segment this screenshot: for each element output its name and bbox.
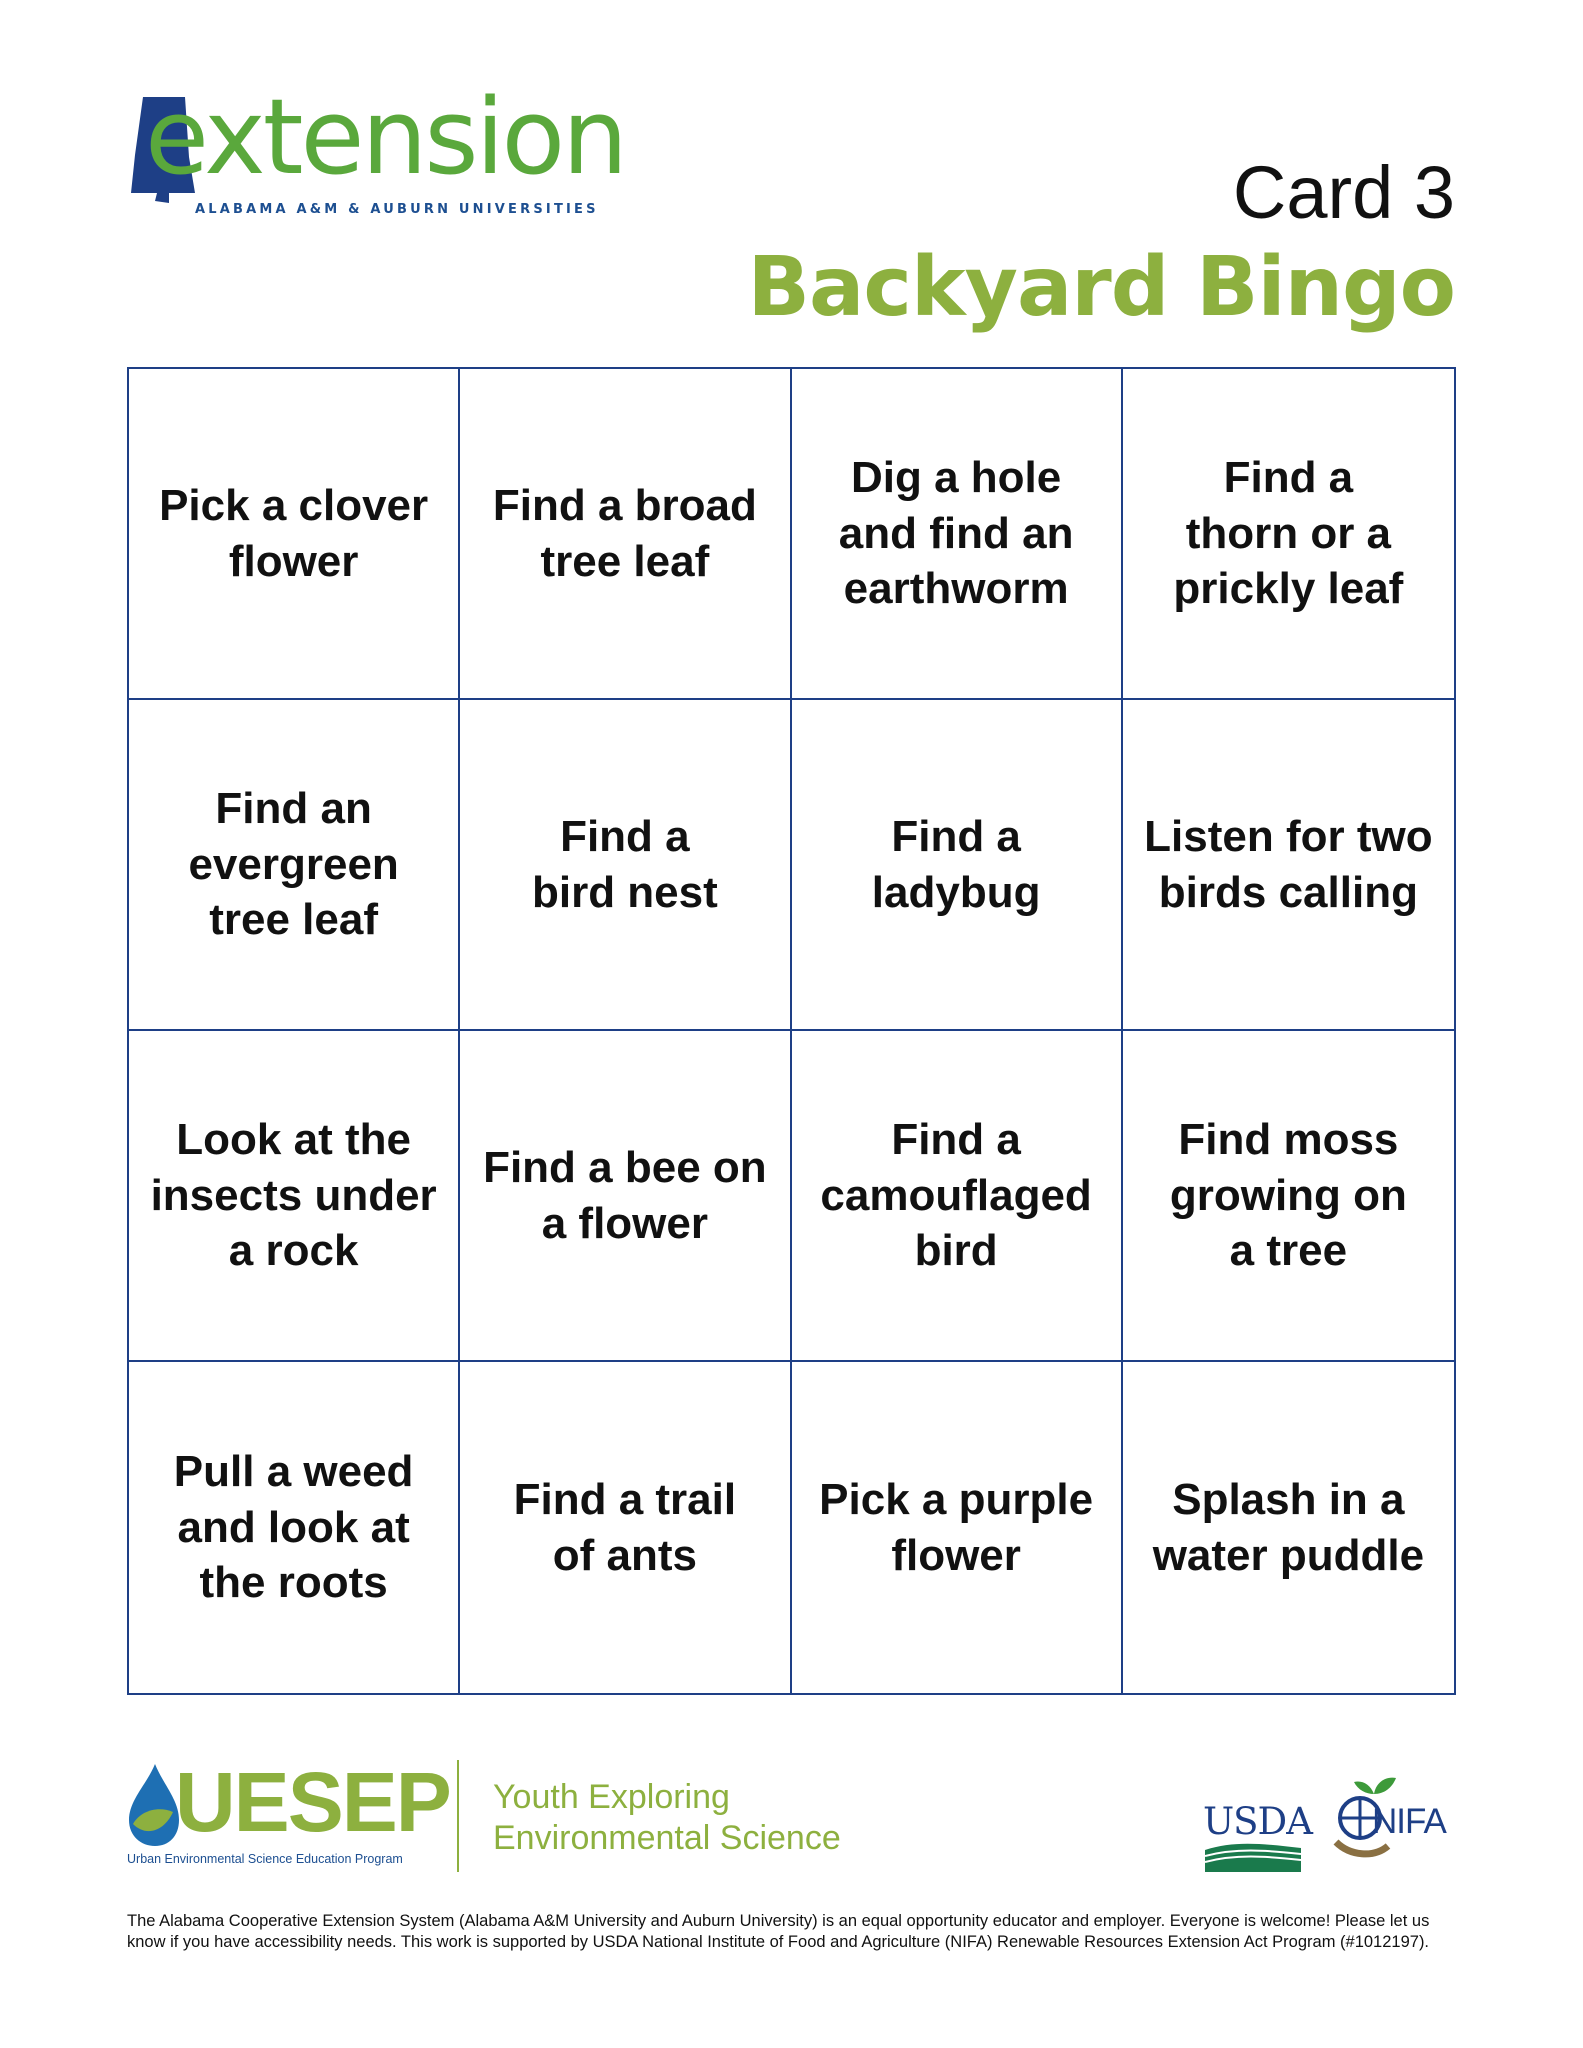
logo-subtitle: ALABAMA A&M & AUBURN UNIVERSITIES [195, 202, 599, 217]
bingo-cell [1123, 1031, 1454, 1362]
bingo-cell [460, 369, 791, 700]
water-drop-leaf-icon [125, 1762, 181, 1848]
bingo-cell-text: Find a bird nest [531, 811, 718, 917]
bingo-cell-text: Find a camouflaged bird [820, 1114, 1092, 1276]
usda-wordmark: USDA [1203, 1800, 1312, 1843]
bingo-cell [1123, 1362, 1454, 1693]
bingo-cell-text: Dig a hole and find an earthworm [838, 452, 1074, 614]
uesep-wordmark: UESEP [175, 1755, 450, 1849]
bingo-cell [129, 1031, 460, 1362]
page-title: Backyard Bingo [747, 240, 1455, 335]
bingo-cell-text: Splash in a water puddle [1152, 1474, 1425, 1580]
bingo-cell [792, 700, 1123, 1031]
bingo-cell-text: Find a thorn or a prickly leaf [1173, 452, 1404, 614]
bingo-cell-text: Find a ladybug [871, 811, 1041, 917]
bingo-cell [792, 369, 1123, 700]
bingo-cell [129, 700, 460, 1031]
footer-divider [457, 1760, 459, 1872]
bingo-cell-text: Listen for two birds calling [1144, 811, 1433, 917]
bingo-cell-text: Find moss growing on a tree [1169, 1114, 1407, 1276]
disclaimer-text: The Alabama Cooperative Extension System (Alabama A&M University and Auburn University) is an equal opportunity educator and employer. Everyone is welcome! Please let us know if you have accessibility needs. This work is supported by USDA National Institute of Food and Agriculture (NIFA) Renewable Resources Extension Act Program (#1012197). [127, 1912, 1430, 1951]
usda-hills-icon [1205, 1842, 1301, 1872]
bingo-cell-text: Find an evergreen tree leaf [188, 783, 399, 945]
bingo-cell [1123, 700, 1454, 1031]
bingo-cell-text: Find a bee on a flower [483, 1142, 767, 1248]
bingo-cell-text: Find a broad tree leaf [492, 480, 757, 586]
bingo-grid [127, 367, 1456, 1695]
bingo-cell [792, 1031, 1123, 1362]
uesep-logo [125, 1755, 455, 1870]
nifa-logo [1330, 1772, 1460, 1872]
bingo-cell [460, 1031, 791, 1362]
bingo-cell [792, 1362, 1123, 1693]
tagline-line-1: Youth Exploring [493, 1778, 730, 1816]
bingo-cell-text: Pick a clover flower [159, 480, 429, 586]
bingo-cell-text: Pull a weed and look at the roots [173, 1446, 414, 1608]
bingo-cell-text: Look at the insects under a rock [150, 1114, 437, 1276]
card-number: Card 3 [1232, 151, 1455, 234]
bingo-cell [129, 1362, 460, 1693]
logo-wordmark: extension [145, 76, 625, 198]
tagline [493, 1777, 841, 1859]
tagline-line-2: Environmental Science [493, 1818, 841, 1857]
nifa-wordmark: NIFA [1372, 1802, 1446, 1841]
bingo-cell [129, 369, 460, 700]
bingo-cell [460, 1362, 791, 1693]
bingo-cell [460, 700, 791, 1031]
bingo-cell [1123, 369, 1454, 700]
usda-logo [1203, 1800, 1312, 1872]
bingo-cell-text: Find a trail of ants [513, 1474, 737, 1580]
extension-logo [125, 76, 625, 225]
uesep-subtitle: Urban Environmental Science Education Program [127, 1852, 403, 1866]
bingo-cell-text: Pick a purple flower [819, 1474, 1094, 1580]
